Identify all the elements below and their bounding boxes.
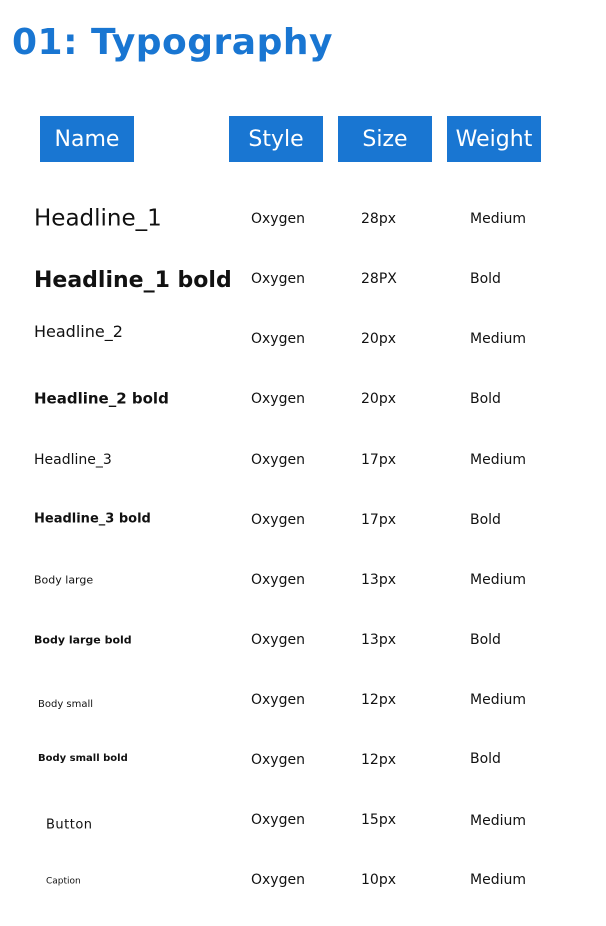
weight-value: Medium [470, 813, 526, 829]
weight-value: Medium [470, 872, 526, 888]
size-value: 17px [361, 512, 396, 528]
style-value: Oxygen [251, 752, 305, 768]
type-sample-button: Button [46, 817, 93, 833]
weight-value: Medium [470, 331, 526, 347]
style-value: Oxygen [251, 812, 305, 828]
size-value: 13px [361, 632, 396, 648]
column-header-style: Style [229, 116, 323, 162]
size-value: 15px [361, 812, 396, 828]
weight-value: Bold [470, 271, 501, 287]
style-value: Oxygen [251, 211, 305, 227]
style-value: Oxygen [251, 572, 305, 588]
weight-value: Medium [470, 452, 526, 468]
style-value: Oxygen [251, 692, 305, 708]
type-sample-headline-1-bold: Headline_1 bold [34, 268, 232, 293]
type-sample-headline-2: Headline_2 [34, 322, 123, 341]
weight-value: Medium [470, 692, 526, 708]
column-header-size: Size [338, 116, 432, 162]
style-value: Oxygen [251, 391, 305, 407]
weight-value: Medium [470, 572, 526, 588]
weight-value: Bold [470, 751, 501, 767]
size-value: 13px [361, 572, 396, 588]
column-header-name: Name [40, 116, 134, 162]
page-title: 01: Typography [12, 22, 333, 63]
type-sample-caption: Caption [46, 876, 81, 887]
weight-value: Bold [470, 632, 501, 648]
size-value: 17px [361, 452, 396, 468]
type-sample-headline-3-bold: Headline_3 bold [34, 511, 151, 527]
size-value: 20px [361, 331, 396, 347]
type-sample-body-small: Body small [38, 699, 94, 710]
size-value: 28px [361, 211, 396, 227]
type-sample-body-small-bold: Body small bold [38, 753, 128, 764]
size-value: 12px [361, 692, 396, 708]
type-sample-body-large: Body large [34, 573, 94, 587]
size-value: 12px [361, 752, 396, 768]
style-value: Oxygen [251, 632, 305, 648]
type-sample-body-large-bold: Body large bold [34, 633, 132, 647]
type-sample-headline-3: Headline_3 [34, 452, 112, 468]
style-value: Oxygen [251, 331, 305, 347]
style-value: Oxygen [251, 872, 305, 888]
type-sample-headline-1: Headline_1 [34, 205, 162, 232]
column-header-weight: Weight [447, 116, 541, 162]
size-value: 10px [361, 872, 396, 888]
style-value: Oxygen [251, 271, 305, 287]
size-value: 28PX [361, 271, 397, 287]
style-value: Oxygen [251, 512, 305, 528]
weight-value: Bold [470, 512, 501, 528]
weight-value: Bold [470, 391, 501, 407]
type-sample-headline-2-bold: Headline_2 bold [34, 389, 169, 408]
weight-value: Medium [470, 211, 526, 227]
size-value: 20px [361, 391, 396, 407]
style-value: Oxygen [251, 452, 305, 468]
